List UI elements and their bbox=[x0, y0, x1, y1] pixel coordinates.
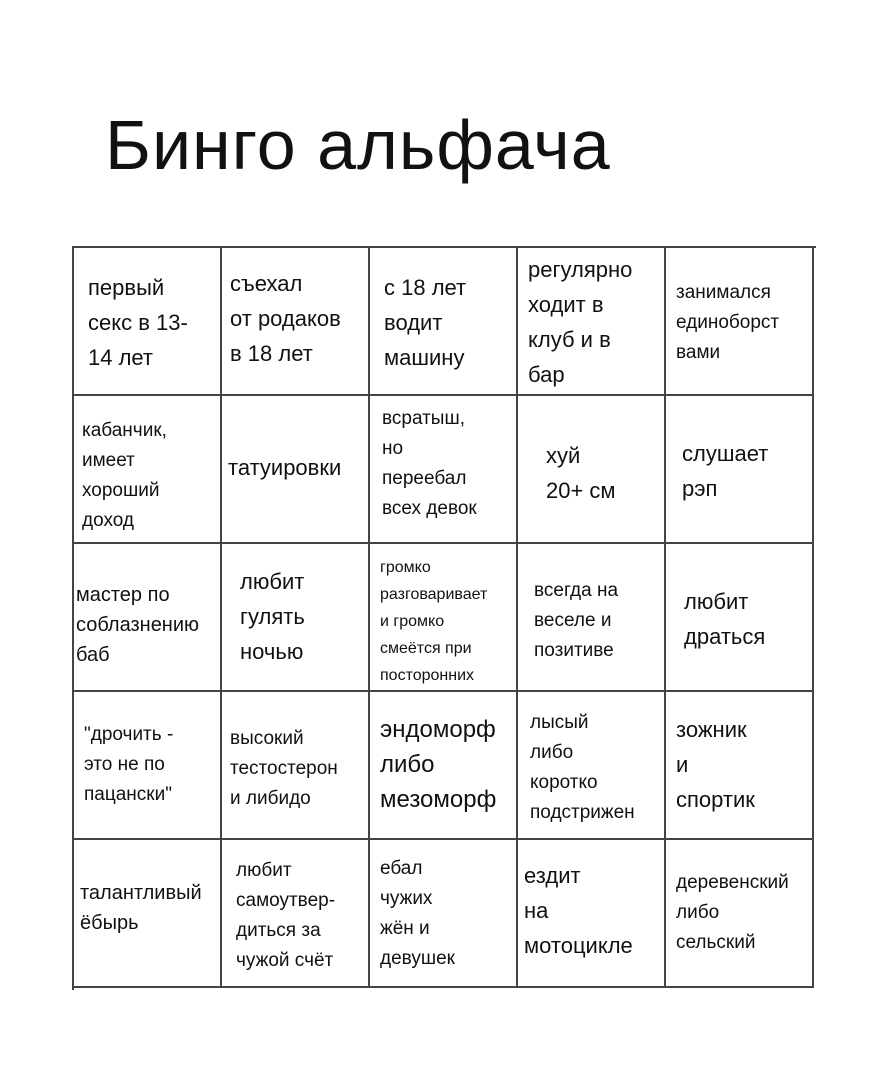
cell-text: регулярно ходит в клуб и в бар bbox=[528, 257, 633, 387]
bingo-cell bbox=[666, 396, 814, 544]
bingo-cell bbox=[370, 840, 518, 988]
cell-text: слушает рэп bbox=[682, 441, 769, 501]
cell-text: лысый либо коротко подстрижен bbox=[530, 712, 635, 823]
cell-text: эндоморф либо мезоморф bbox=[380, 716, 497, 813]
bingo-cell bbox=[74, 544, 222, 692]
cell-text: "дрочить - это не по пацански" bbox=[84, 724, 174, 805]
cell-text: любит гулять ночью bbox=[240, 569, 305, 664]
cell-text: всратыш, но переебал всех девок bbox=[382, 408, 477, 519]
cell-text: высокий тестостерон и либидо bbox=[230, 728, 338, 809]
cell-text: с 18 лет водит машину bbox=[384, 275, 467, 370]
bingo-cell bbox=[666, 248, 814, 396]
bingo-cell bbox=[518, 396, 666, 544]
cell-text: мастер по соблазнению баб bbox=[76, 584, 200, 666]
cell-text: деревенский либо сельский bbox=[676, 872, 789, 953]
cell-text: занимался единоборст вами bbox=[676, 282, 780, 363]
bingo-cell bbox=[666, 544, 814, 692]
bingo-cell bbox=[518, 840, 666, 988]
cell-text: зожник и спортик bbox=[676, 717, 755, 812]
bingo-cell bbox=[666, 692, 814, 840]
bingo-cell bbox=[370, 396, 518, 544]
bingo-grid bbox=[72, 246, 816, 990]
bingo-cell bbox=[666, 840, 814, 988]
bingo-cell bbox=[370, 692, 518, 840]
cell-text: талантливый ёбырь bbox=[80, 882, 202, 934]
cell-text: кабанчик, имеет хороший доход bbox=[82, 420, 167, 531]
bingo-cell bbox=[74, 248, 222, 396]
bingo-cell bbox=[518, 544, 666, 692]
bingo-cell bbox=[74, 396, 222, 544]
bingo-cell bbox=[222, 840, 370, 988]
cell-text: всегда на веселе и позитиве bbox=[534, 580, 619, 661]
bingo-cell bbox=[74, 692, 222, 840]
cell-text: любит драться bbox=[684, 589, 766, 649]
bingo-cell bbox=[518, 692, 666, 840]
bingo-cell bbox=[222, 396, 370, 544]
bingo-cell bbox=[222, 248, 370, 396]
bingo-cell bbox=[518, 248, 666, 396]
cell-text: татуировки bbox=[228, 455, 342, 480]
cell-text: громко разговаривает и громко смеётся при посторонних bbox=[380, 559, 488, 684]
cell-text: ездит на мотоцикле bbox=[524, 863, 633, 958]
bingo-cell bbox=[74, 840, 222, 988]
bingo-cell bbox=[370, 544, 518, 692]
bingo-cell bbox=[222, 692, 370, 840]
cell-text: первый секс в 13- 14 лет bbox=[88, 275, 188, 370]
bingo-cell bbox=[370, 248, 518, 396]
cell-text: съехал от родаков в 18 лет bbox=[230, 271, 341, 366]
bingo-cell bbox=[222, 544, 370, 692]
cell-text: любит самоутвер- диться за чужой счёт bbox=[236, 860, 336, 971]
page-title: Бинго альфача bbox=[105, 106, 611, 184]
cell-text: ебал чужих жён и девушек bbox=[380, 858, 455, 969]
cell-text: хуй 20+ см bbox=[546, 443, 616, 503]
